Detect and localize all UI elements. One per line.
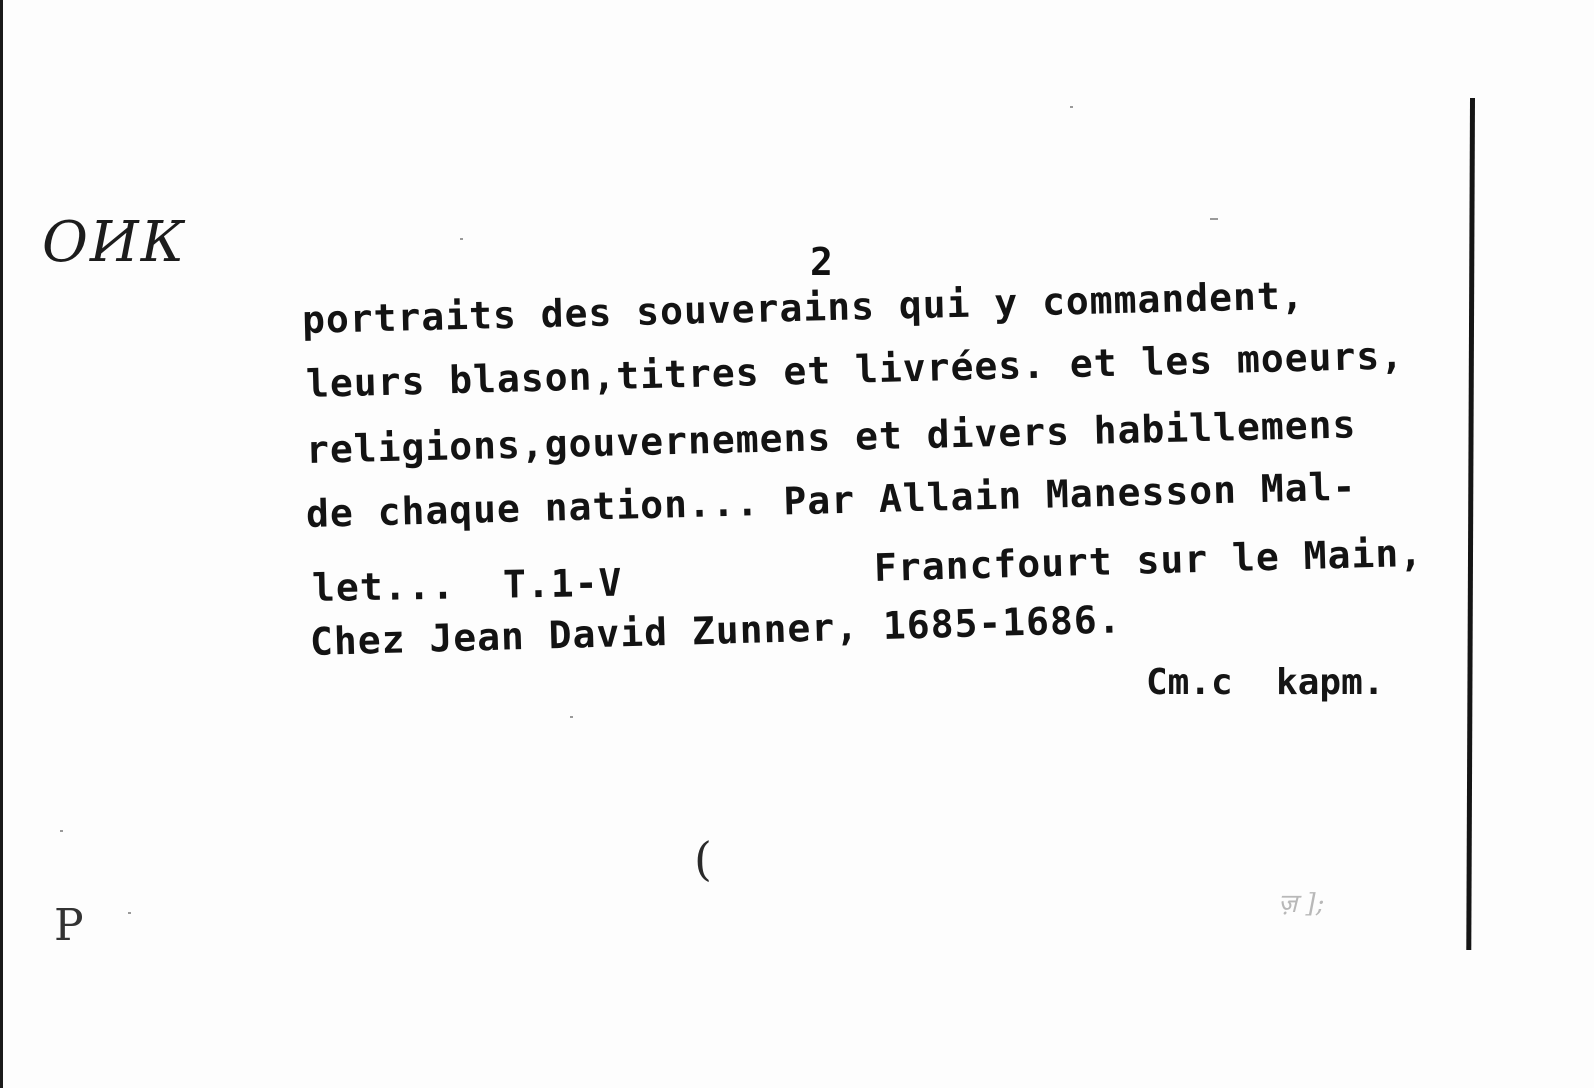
handwritten-note-top: ОИК: [42, 210, 187, 275]
faint-scribble: ज़ ];: [1278, 889, 1325, 919]
shelf-mark: Cm.c kapm.: [1146, 662, 1385, 703]
handwritten-note-bottom: P: [54, 900, 84, 951]
text-line-5-place: Francfourt sur le Main,: [873, 530, 1424, 590]
speck: [570, 716, 573, 718]
speck: [460, 238, 463, 240]
text-line-2: leurs blason,titres et livrées. et les moeurs,: [305, 333, 1405, 406]
text-line-1: portraits des souverains qui y commandent,: [301, 273, 1306, 342]
speck: [60, 830, 63, 832]
text-line-3: religions,gouvernemens et divers habillemens: [305, 402, 1357, 472]
card-left-edge: [0, 0, 3, 1088]
speck: [1070, 106, 1073, 108]
speck: [128, 912, 131, 914]
page-number: 2: [810, 240, 833, 284]
text-line-4: de chaque nation... Par Allain Manesson Mal-: [305, 464, 1357, 536]
vertical-rule: [1466, 98, 1475, 950]
text-line-5-volume: let... T.1-V: [311, 560, 623, 610]
handwritten-mark: (: [694, 832, 712, 886]
text-line-6-imprint: Chez Jean David Zunner, 1685-1686.: [309, 597, 1123, 664]
speck: [1210, 218, 1218, 220]
